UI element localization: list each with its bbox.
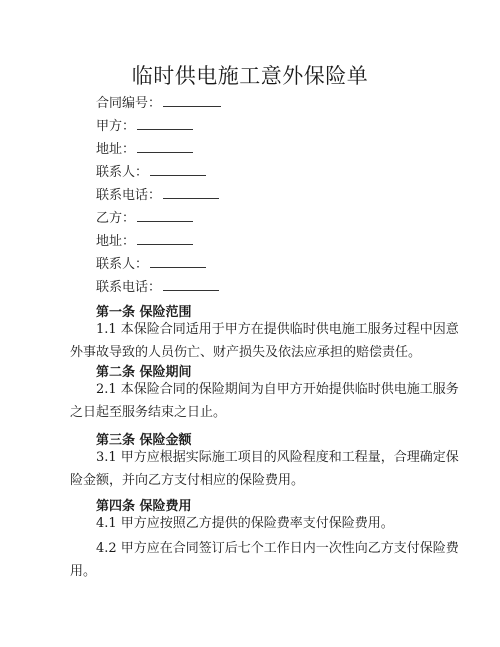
- field-label: 联系人：: [96, 257, 149, 272]
- field-party-b-contact: [96, 255, 206, 273]
- section-paragraph: [70, 537, 459, 583]
- blank-line[interactable]: [137, 232, 193, 245]
- blank-line[interactable]: [150, 255, 206, 268]
- field-label: 联系人：: [96, 165, 149, 180]
- blank-line[interactable]: [150, 163, 206, 176]
- blank-line[interactable]: [163, 186, 219, 199]
- section-heading: 第三条 保险金额: [96, 433, 192, 448]
- section-heading: 第二条 保险期间: [96, 365, 192, 380]
- section-paragraph: [70, 378, 459, 424]
- blank-line[interactable]: [137, 117, 193, 130]
- field-party-b-phone: [96, 278, 219, 296]
- field-label: 联系电话：: [96, 280, 162, 295]
- section-paragraph: [70, 446, 459, 492]
- paragraph-line: 4.2 甲方应在合同签订后七个工作日内一次性向乙方支付保险费: [96, 541, 459, 556]
- paragraph-line: 2.1 本保险合同的保险期间为自甲方开始提供临时供电施工服务: [96, 382, 459, 397]
- field-label: 联系电话：: [96, 188, 162, 203]
- field-party-a-phone: [96, 186, 219, 204]
- blank-line[interactable]: [137, 140, 193, 153]
- field-label: 地址：: [96, 142, 136, 157]
- field-party-a-contact: [96, 163, 206, 181]
- paragraph-line: 外事故导致的人员伤亡、财产损失及依法应承担的赔偿责任。: [70, 345, 422, 360]
- section-paragraph: [96, 512, 416, 535]
- field-party-b: [96, 209, 193, 227]
- field-label: 乙方：: [96, 211, 136, 226]
- section-paragraph: [70, 318, 459, 364]
- document-title: 临时供电施工意外保险单: [131, 64, 369, 88]
- paragraph-line: 之日起至服务结束之日止。: [70, 405, 227, 420]
- paragraph-line: 用。: [70, 564, 97, 579]
- paragraph-line: 3.1 甲方应根据实际施工项目的风险程度和工程量，合理确定保: [96, 450, 459, 465]
- section-heading: 第四条 保险费用: [96, 499, 192, 514]
- paragraph-line: 1.1 本保险合同适用于甲方在提供临时供电施工服务过程中因意: [96, 322, 459, 337]
- field-label: 合同编号：: [96, 96, 162, 111]
- blank-line[interactable]: [137, 209, 193, 222]
- paragraph-line: 险金额，并向乙方支付相应的保险费用。: [70, 473, 305, 488]
- field-party-b-address: [96, 232, 193, 250]
- section-heading: 第一条 保险范围: [96, 305, 192, 320]
- blank-line[interactable]: [163, 278, 219, 291]
- field-party-a-address: [96, 140, 193, 158]
- paragraph-line: 4.1 甲方应按照乙方提供的保险费率支付保险费用。: [96, 516, 394, 531]
- field-party-a: [96, 117, 193, 135]
- field-label: 地址：: [96, 234, 136, 249]
- blank-line[interactable]: [163, 94, 221, 107]
- field-label: 甲方：: [96, 119, 136, 134]
- field-contract-number: [96, 94, 221, 112]
